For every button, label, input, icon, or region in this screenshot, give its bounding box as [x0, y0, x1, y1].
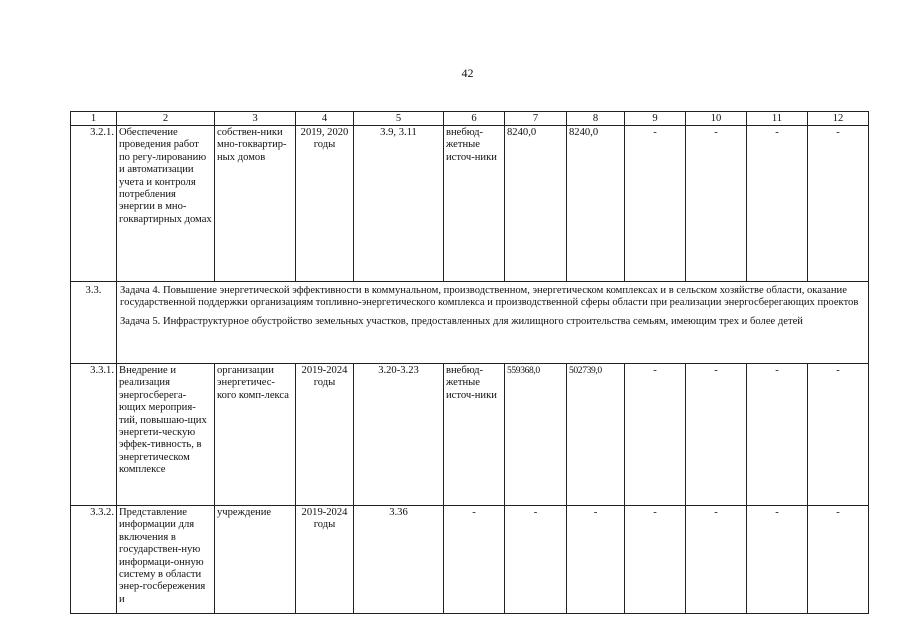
column-number: 2 [117, 112, 215, 126]
indicators: 3.9, 3.11 [354, 126, 444, 282]
activity-name: Представление информации для включения в государствен-ную информаци-онную систему в области энер-госбережения и [117, 506, 215, 614]
year-amount: 502739,0 [567, 364, 625, 506]
row-number: 3.3.1. [71, 364, 117, 506]
task-4-text: Задача 4. Повышение энергетической эффективности в коммунальном, производственном, энергетическом комплексах и в сельском хозяйстве области, оказание государственной поддержки организациям топливно-энергетического комплекса и производственной сферы области при реализации энергосберегающих проектов [120, 285, 859, 309]
column-number: 11 [747, 112, 808, 126]
cell-value: - [747, 126, 808, 282]
total-amount: - [505, 506, 567, 614]
table-row [71, 364, 869, 506]
row-number: 3.2.1. [71, 126, 117, 282]
cell-value: - [747, 506, 808, 614]
activity-name: Внедрение и реализация энергосберега-ющих мероприя-тий, повышаю-щих энергети-ческую эффек-тивность, в энергетическом комплексе [117, 364, 215, 506]
column-number: 12 [808, 112, 869, 126]
section-tasks [117, 282, 869, 364]
cell-value: - [625, 506, 686, 614]
cell-value: - [808, 126, 869, 282]
period: 2019-2024 годы [296, 506, 354, 614]
column-number: 5 [354, 112, 444, 126]
column-number: 3 [215, 112, 296, 126]
table-row [71, 506, 869, 614]
cell-value: - [625, 126, 686, 282]
funding-source: - [444, 506, 505, 614]
total-amount: 8240,0 [505, 126, 567, 282]
row-number: 3.3.2. [71, 506, 117, 614]
period: 2019-2024 годы [296, 364, 354, 506]
period: 2019, 2020 годы [296, 126, 354, 282]
indicators: 3.20-3.23 [354, 364, 444, 506]
year-amount: - [567, 506, 625, 614]
column-number: 7 [505, 112, 567, 126]
column-number: 9 [625, 112, 686, 126]
cell-value: - [808, 506, 869, 614]
funding-source: внебюд-жетные источ-ники [444, 126, 505, 282]
section-row [71, 282, 869, 364]
table-row [71, 126, 869, 282]
column-numbers-row [71, 112, 869, 126]
executor: организации энергетичес-кого комп-лекса [215, 364, 296, 506]
cell-value: - [747, 364, 808, 506]
column-number: 8 [567, 112, 625, 126]
cell-value: - [686, 506, 747, 614]
year-amount: 8240,0 [567, 126, 625, 282]
indicators: 3.36 [354, 506, 444, 614]
section-number: 3.3. [71, 282, 117, 364]
column-number: 6 [444, 112, 505, 126]
column-number: 4 [296, 112, 354, 126]
program-table [70, 111, 869, 614]
cell-value: - [686, 126, 747, 282]
cell-value: - [625, 364, 686, 506]
cell-value: - [808, 364, 869, 506]
cell-value: - [686, 364, 747, 506]
executor: учреждение [215, 506, 296, 614]
task-5-text: Задача 5. Инфраструктурное обустройство земельных участков, предоставленных для жилищного строительства семьям, имеющим трех и более детей [120, 315, 803, 327]
total-amount: 559368,0 [505, 364, 567, 506]
executor: собствен-ники мно-гоквартир-ных домов [215, 126, 296, 282]
page-number: 42 [461, 66, 474, 80]
funding-source: внебюд-жетные источ-ники [444, 364, 505, 506]
column-number: 10 [686, 112, 747, 126]
activity-name: Обеспечение проведения работ по регу-лированию и автоматизации учета и контроля потребления энергии в мно-гоквартирных домах [117, 126, 215, 282]
column-number: 1 [71, 112, 117, 126]
